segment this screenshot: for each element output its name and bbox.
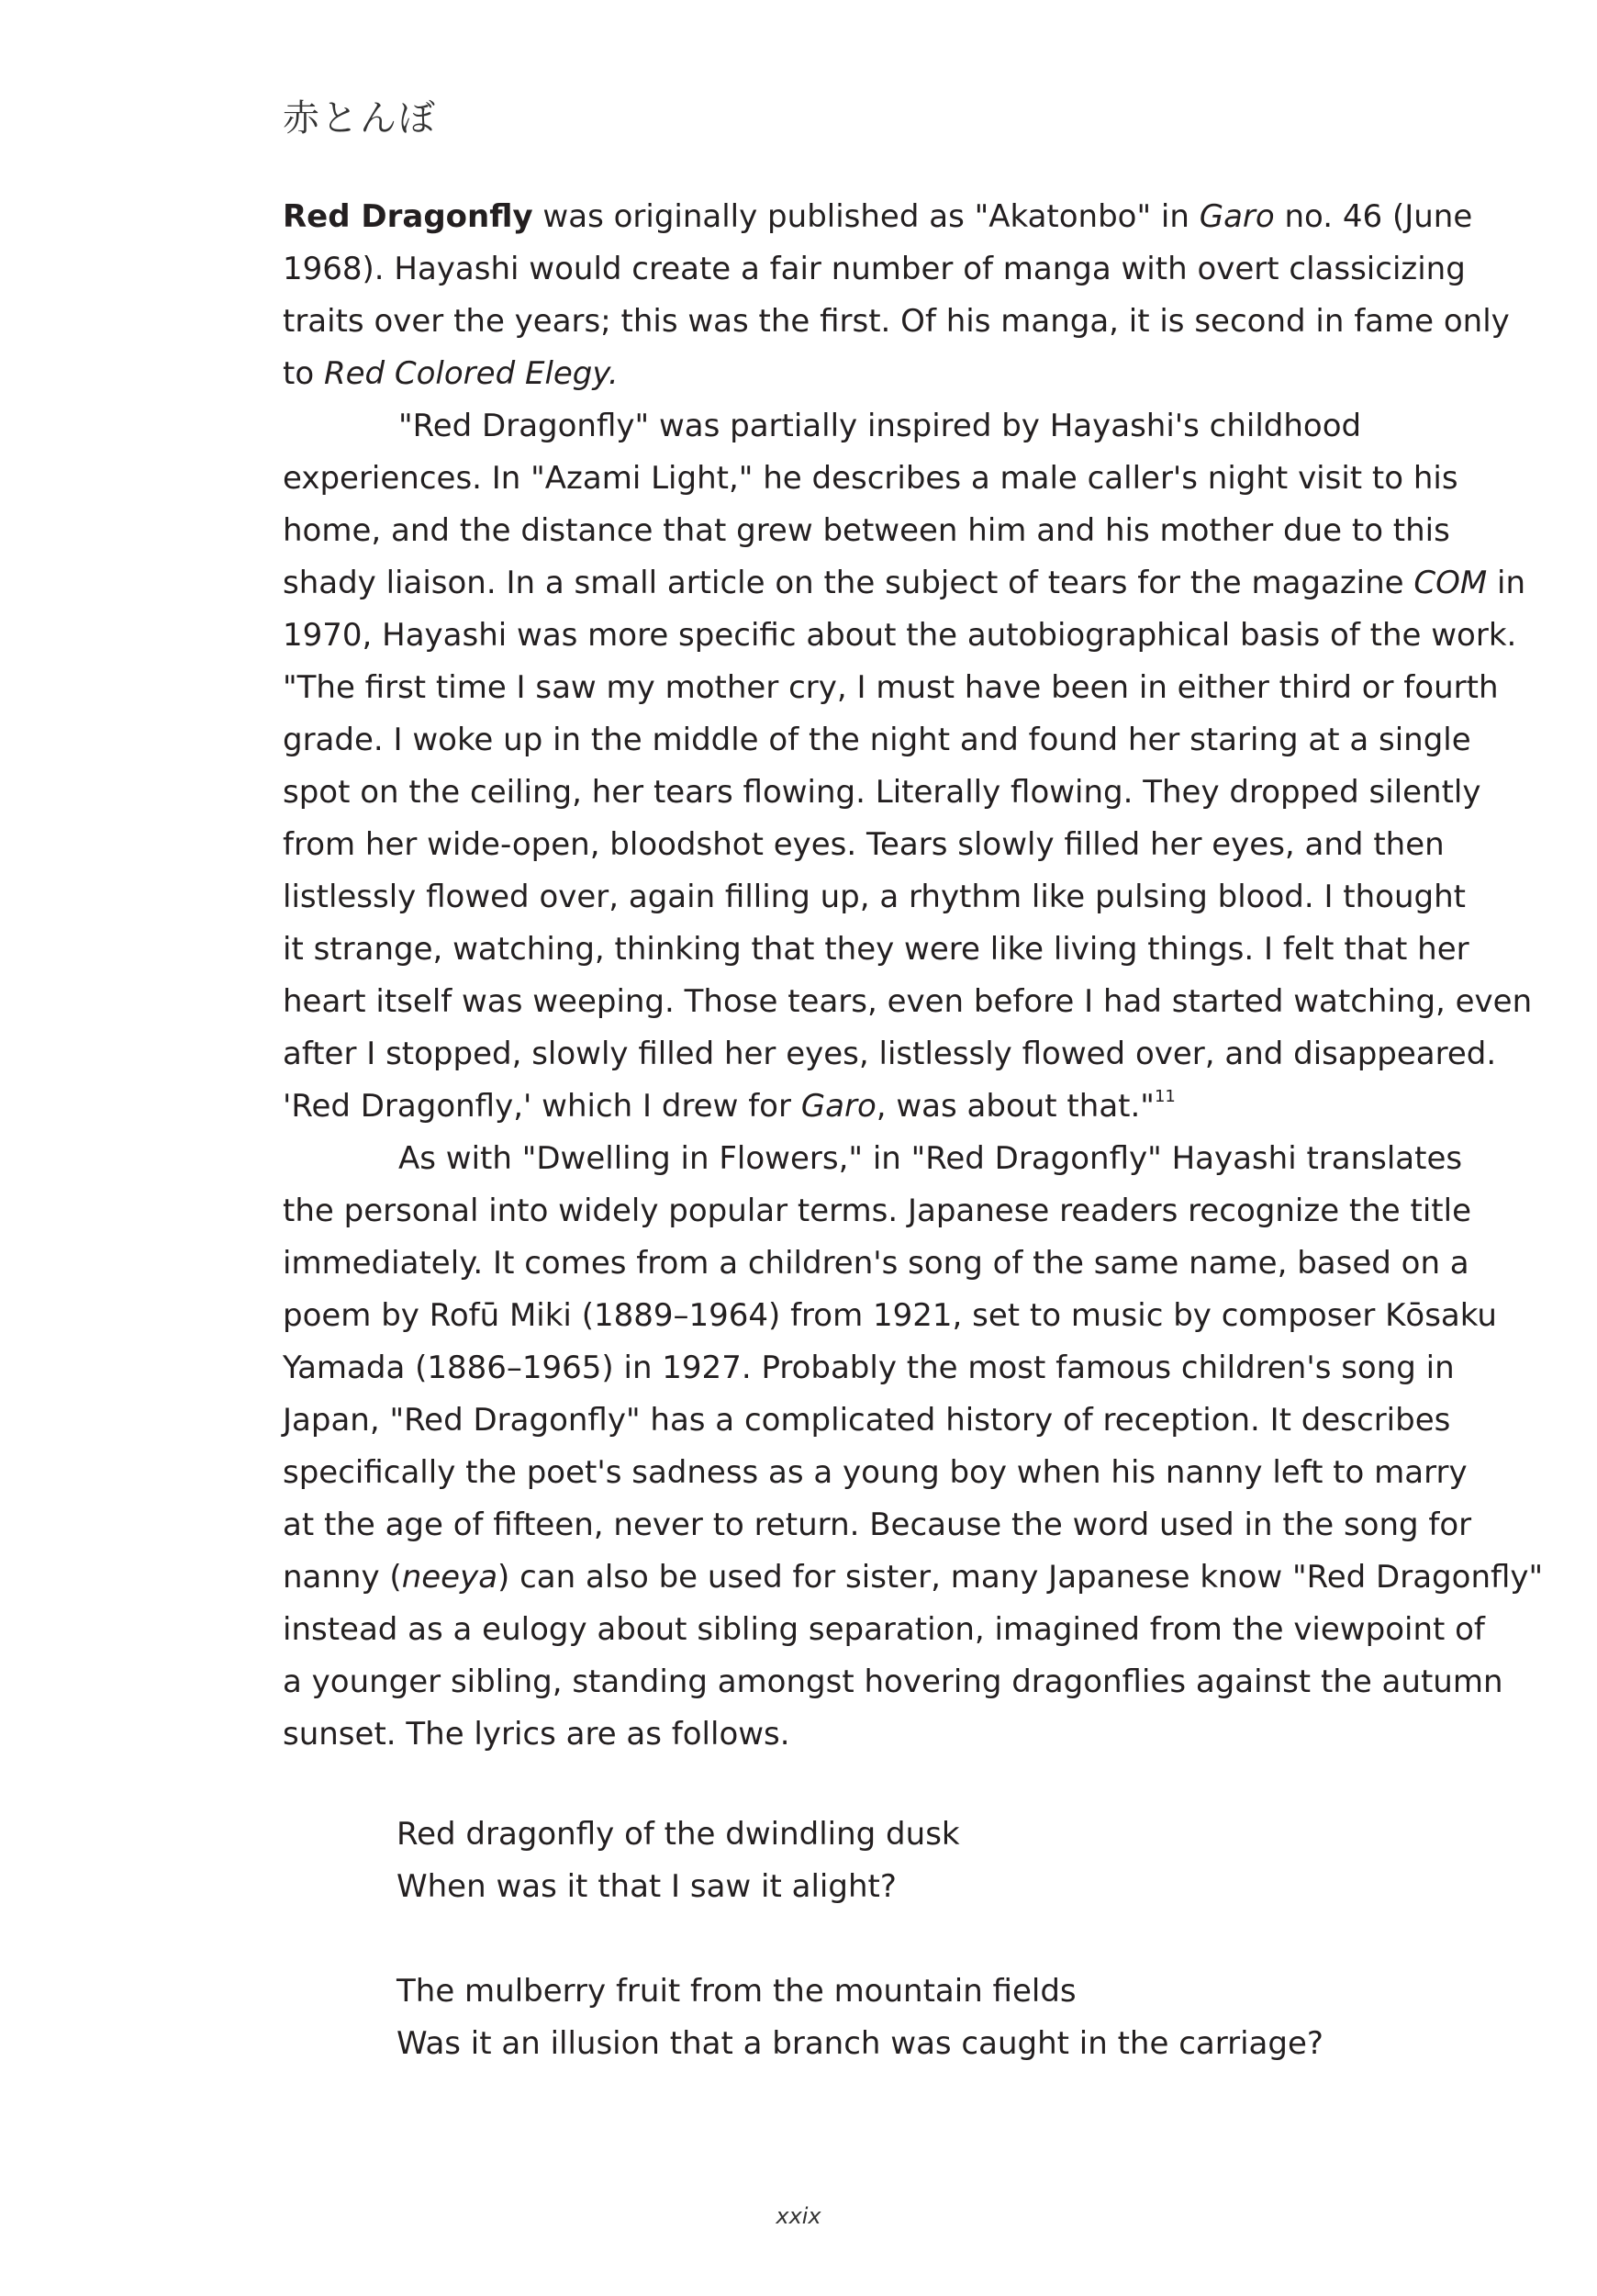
magazine-title-garo: Garo bbox=[1199, 198, 1275, 235]
footnote-marker: 11 bbox=[1154, 1087, 1176, 1106]
para3-line7: specifically the poet's sadness as a young boy when his nanny left to marry bbox=[283, 1454, 1468, 1491]
para2-line10: listlessly flowed over, again filling up, a rhythm like pulsing blood. I thought bbox=[283, 879, 1466, 915]
para3-line10: instead as a eulogy about sibling separation, imagined from the viewpoint of bbox=[283, 1611, 1485, 1648]
para3-line9 bbox=[283, 1551, 1544, 1604]
para2-line7: grade. I woke up in the middle of the night and found her staring at a single bbox=[283, 722, 1471, 758]
para2-line9: from her wide-open, bloodshot eyes. Tears slowly filled her eyes, and then bbox=[283, 826, 1445, 863]
section-title-japanese: 赤とんぼ bbox=[283, 97, 437, 140]
para1-line1 bbox=[283, 191, 1476, 243]
para3-line1: As with "Dwelling in Flowers," in "Red Dragonfly" Hayashi translates bbox=[398, 1140, 1463, 1177]
para3-line8: at the age of fifteen, never to return. Because the word used in the song for bbox=[283, 1506, 1472, 1543]
para2-line5: 1970, Hayashi was more specific about the autobiographical basis of the work. bbox=[283, 617, 1517, 654]
para2-line1: "Red Dragonfly" was partially inspired by Hayashi's childhood bbox=[398, 408, 1362, 444]
lyric-line: Was it an illusion that a branch was caught in the carriage? bbox=[396, 2025, 1323, 2062]
para2-line11: it strange, watching, thinking that they were like living things. I felt that her bbox=[283, 931, 1469, 968]
lyric-line: The mulberry fruit from the mountain fields bbox=[396, 1973, 1077, 2010]
text-run: to bbox=[283, 355, 324, 392]
text-run: was originally published as "Akatonbo" in bbox=[532, 198, 1200, 235]
text-run: shady liaison. In a small article on the subject of tears for the magazine bbox=[283, 565, 1414, 601]
para3-line2: the personal into widely popular terms. Japanese readers recognize the title bbox=[283, 1193, 1472, 1229]
work-title-bold: Red Dragonfly bbox=[283, 198, 533, 235]
text-run: no. 46 (June bbox=[1274, 198, 1473, 235]
text-run: , was about that." bbox=[876, 1088, 1155, 1125]
para1-line3: traits over the years; this was the first. Of his manga, it is second in fame only bbox=[283, 303, 1510, 340]
para1-line2: 1968). Hayashi would create a fair number of manga with overt classicizing bbox=[283, 251, 1466, 287]
lyric-line: When was it that I saw it alight? bbox=[396, 1868, 897, 1905]
para3-line12: sunset. The lyrics are as follows. bbox=[283, 1716, 790, 1753]
text-run: nanny ( bbox=[283, 1559, 402, 1596]
magazine-title-garo: Garo bbox=[800, 1088, 877, 1125]
text-run: 'Red Dragonfly,' which I drew for bbox=[283, 1088, 801, 1125]
song-lyrics bbox=[396, 1809, 1323, 2122]
para3-line6: Japan, "Red Dragonfly" has a complicated history of reception. It describes bbox=[283, 1402, 1451, 1439]
para2-line6: "The first time I saw my mother cry, I must have been in either third or fourth bbox=[283, 669, 1499, 706]
term-neeya: neeya bbox=[401, 1559, 498, 1596]
para3-line3: immediately. It comes from a children's song of the same name, based on a bbox=[283, 1245, 1469, 1282]
text-run: in bbox=[1487, 565, 1526, 601]
lyrics-stanza-1 bbox=[396, 1809, 1323, 1913]
page-number: xxix bbox=[776, 2203, 821, 2229]
para2-line8: spot on the ceiling, her tears flowing. Literally flowing. They dropped silently bbox=[283, 774, 1481, 811]
body-text bbox=[283, 191, 1544, 1761]
para3-line11: a younger sibling, standing amongst hovering dragonflies against the autumn bbox=[283, 1663, 1503, 1700]
para1-line4 bbox=[283, 348, 1476, 400]
para2-line13: after I stopped, slowly filled her eyes, listlessly flowed over, and disappeared. bbox=[283, 1036, 1497, 1072]
para3-line4: poem by Rofū Miki (1889–1964) from 1921, set to music by composer Kōsaku bbox=[283, 1297, 1497, 1334]
para3-line5: Yamada (1886–1965) in 1927. Probably the most famous children's song in bbox=[283, 1350, 1455, 1386]
work-title-italic: Red Colored Elegy. bbox=[323, 355, 619, 392]
lyrics-stanza-2 bbox=[396, 1966, 1323, 2070]
text-run: ) can also be used for sister, many Japanese know "Red Dragonfly" bbox=[497, 1559, 1544, 1596]
magazine-title-com: COM bbox=[1413, 565, 1488, 601]
para2-line14 bbox=[283, 1081, 1476, 1133]
para2-line3: home, and the distance that grew between him and his mother due to this bbox=[283, 512, 1450, 549]
para2-line4 bbox=[283, 557, 1526, 610]
para2-line12: heart itself was weeping. Those tears, even before I had started watching, even bbox=[283, 983, 1533, 1020]
para2-line2: experiences. In "Azami Light," he describes a male caller's night visit to his bbox=[283, 460, 1458, 497]
lyric-line: Red dragonfly of the dwindling dusk bbox=[396, 1816, 960, 1853]
